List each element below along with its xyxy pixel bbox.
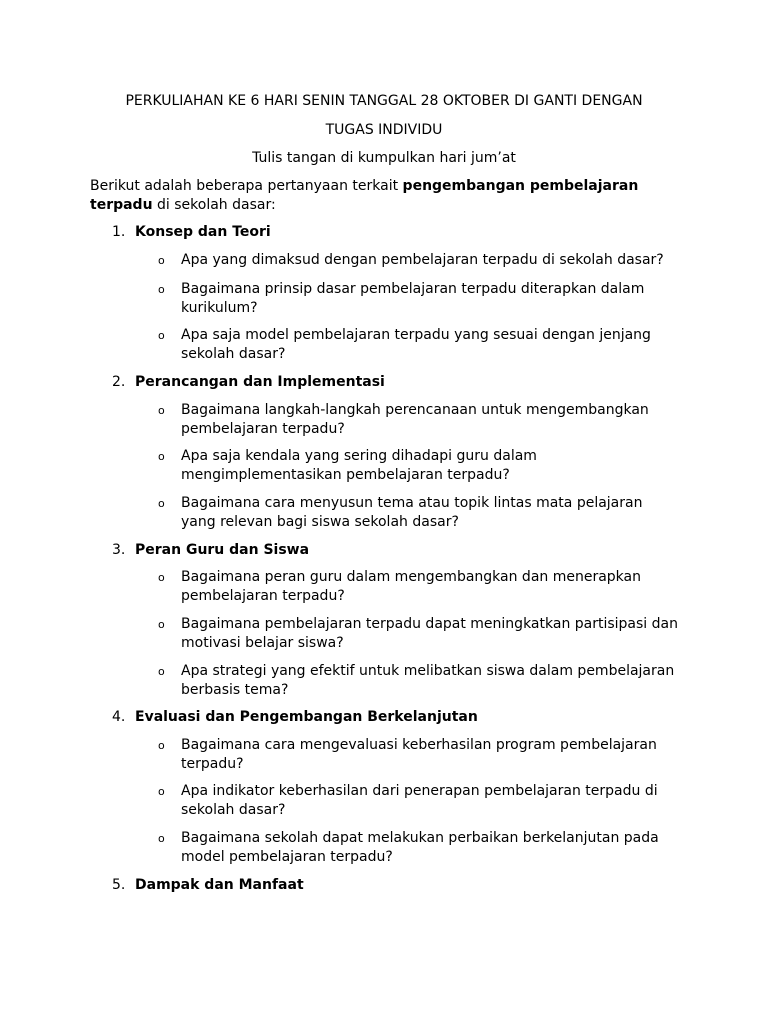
heading-line-3: Tulis tangan di kumpulkan hari jum’at [252,150,516,166]
bullet-marker: o [158,618,165,631]
question-text: Bagaimana prinsip dasar pembelajaran terpadu diterapkan dalam kurikulum? [181,281,645,316]
intro-text-after: di sekolah dasar: [152,197,276,213]
question-text: Bagaimana pembelajaran terpadu dapat meningkatkan partisipasi dan motivasi belajar siswa? [181,616,678,651]
section-1-heading [112,223,672,242]
section-title: Evaluasi dan Pengembangan Berkelanjutan [135,709,478,725]
bullet-marker: o [158,832,165,845]
section-5-heading [112,876,672,895]
question-text: Apa saja kendala yang sering dihadapi guru dalam mengimplementasikan pembelajaran terpadu? [181,448,537,483]
section-number: 4. [112,709,126,725]
question-text: Bagaimana langkah-langkah perencanaan untuk mengembangkan pembelajaran terpadu? [181,402,649,437]
bullet-marker: o [158,254,165,267]
bullet-marker: o [158,404,165,417]
section-title: Dampak dan Manfaat [135,877,304,893]
question-item [158,447,678,485]
question-text: Bagaimana cara menyusun tema atau topik lintas mata pelajaran yang relevan bagi siswa sekolah dasar? [181,495,643,530]
intro-text-bold: pengembangan pembelajaran terpadu [90,178,639,213]
bullet-marker: o [158,283,165,296]
section-title: Peran Guru dan Siswa [135,542,310,558]
question-item [158,280,678,318]
heading-line-2: TUGAS INDIVIDU [325,122,443,138]
section-number: 2. [112,374,126,390]
bullet-marker: o [158,571,165,584]
question-text: Bagaimana cara mengevaluasi keberhasilan program pembelajaran terpadu? [181,737,657,772]
question-text: Apa strategi yang efektif untuk melibatkan siswa dalam pembelajaran berbasis tema? [181,663,675,698]
question-item [158,829,678,867]
section-4-heading [112,708,672,727]
question-item [158,736,678,774]
question-item [158,326,678,364]
bullet-marker: o [158,785,165,798]
section-title: Perancangan dan Implementasi [135,374,385,390]
section-3-heading [112,541,672,560]
question-item [158,568,678,606]
bullet-marker: o [158,450,165,463]
question-item [158,494,678,532]
bullet-marker: o [158,665,165,678]
section-number: 5. [112,877,126,893]
question-item [158,251,678,270]
intro-text-before: Berikut adalah beberapa pertanyaan terkait [90,178,403,194]
question-text: Bagaimana sekolah dapat melakukan perbaikan berkelanjutan pada model pembelajaran terpadu? [181,830,659,865]
section-title: Konsep dan Teori [135,224,271,240]
question-item [158,662,678,700]
question-item [158,782,678,820]
question-item [158,401,678,439]
section-2-heading [112,373,672,392]
question-item [158,615,678,653]
section-number: 1. [112,224,126,240]
question-text: Apa saja model pembelajaran terpadu yang sesuai dengan jenjang sekolah dasar? [181,327,651,362]
question-text: Bagaimana peran guru dalam mengembangkan dan menerapkan pembelajaran terpadu? [181,569,641,604]
question-text: Apa indikator keberhasilan dari penerapan pembelajaran terpadu di sekolah dasar? [181,783,658,818]
question-text: Apa yang dimaksud dengan pembelajaran terpadu di sekolah dasar? [181,252,664,268]
bullet-marker: o [158,329,165,342]
bullet-marker: o [158,739,165,752]
section-number: 3. [112,542,126,558]
intro-paragraph [90,177,650,215]
heading-line-1: PERKULIAHAN KE 6 HARI SENIN TANGGAL 28 OKTOBER DI GANTI DENGAN [125,93,643,109]
bullet-marker: o [158,497,165,510]
